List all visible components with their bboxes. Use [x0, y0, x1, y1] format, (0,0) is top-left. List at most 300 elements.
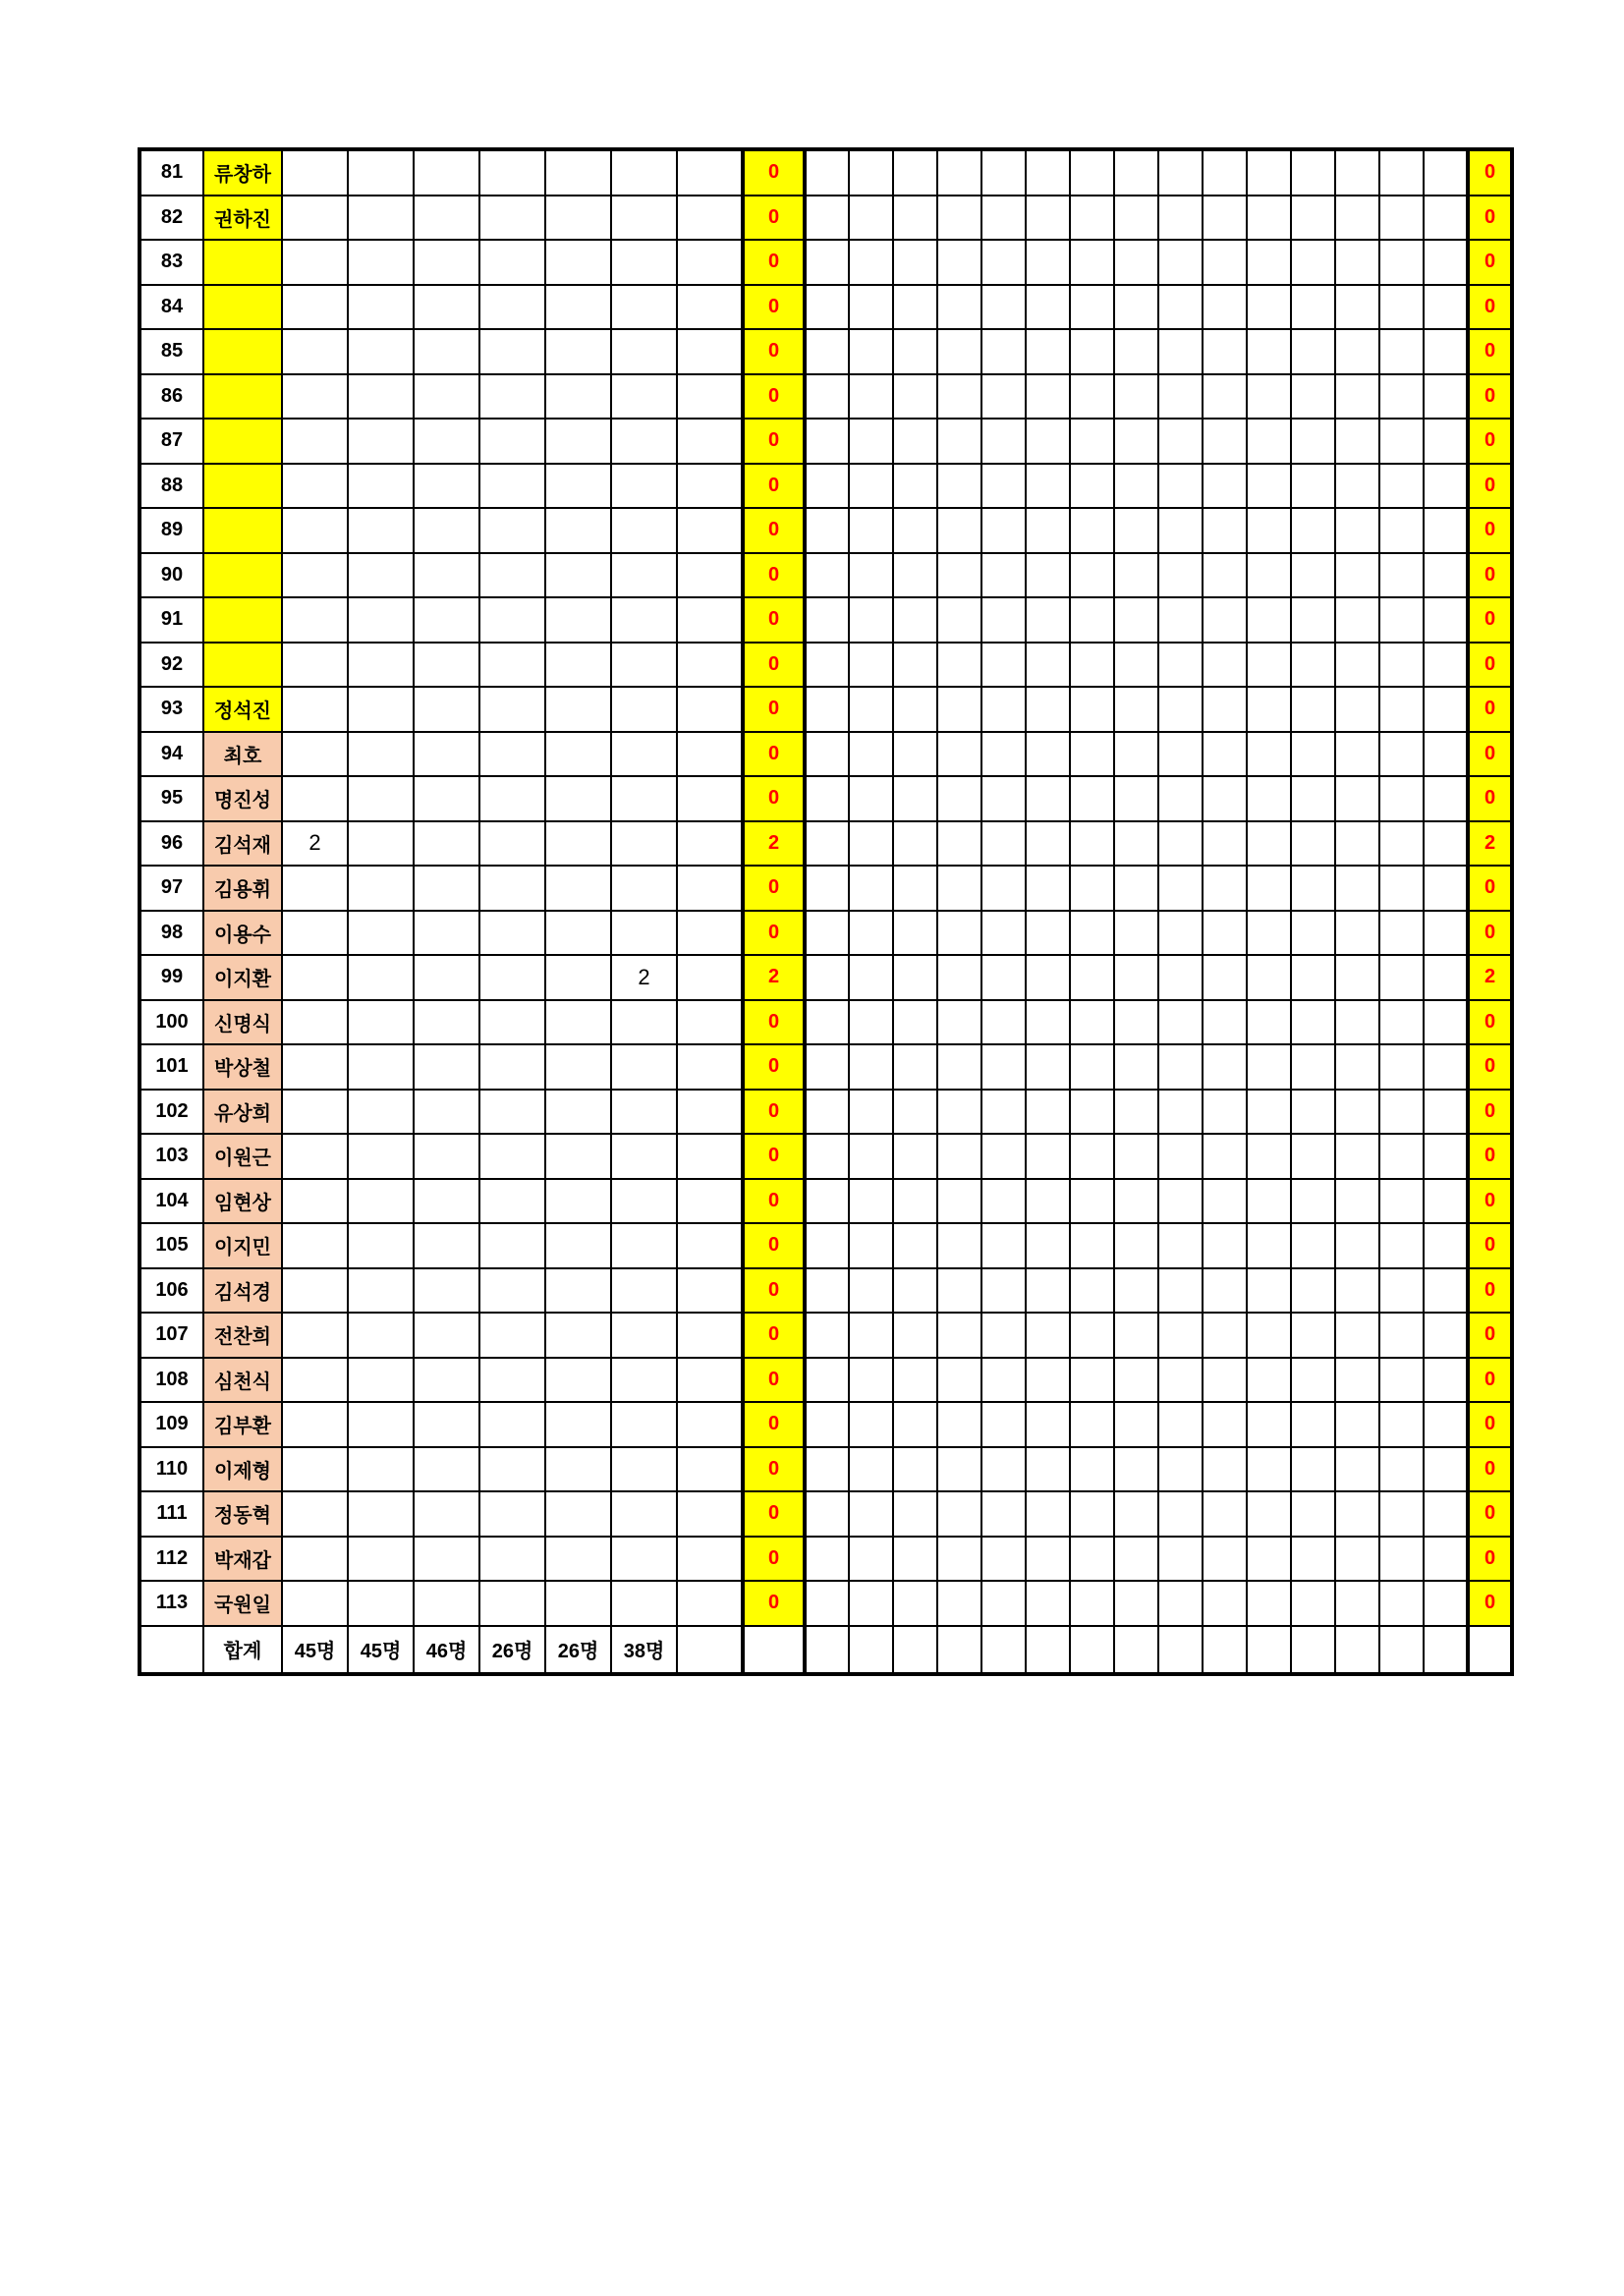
empty-cell — [1247, 240, 1291, 285]
empty-cell — [1291, 1447, 1335, 1492]
data-cell — [479, 643, 545, 688]
data-cell — [348, 955, 414, 1000]
data-cell — [479, 1134, 545, 1179]
empty-cell — [1203, 732, 1247, 777]
empty-cell — [1203, 1537, 1247, 1582]
empty-cell — [1379, 508, 1424, 553]
empty-cell — [849, 911, 893, 956]
empty-cell — [1424, 955, 1468, 1000]
data-cell — [479, 1491, 545, 1537]
empty-cell — [981, 329, 1026, 374]
data-cell — [611, 1537, 677, 1582]
empty-cell — [1291, 643, 1335, 688]
sum-cell-primary: 0 — [743, 1223, 805, 1268]
data-cell — [348, 149, 414, 196]
empty-cell — [1247, 1358, 1291, 1403]
data-cell — [545, 732, 611, 777]
data-cell — [677, 1581, 743, 1626]
row-number: 113 — [140, 1581, 203, 1626]
row-number: 100 — [140, 1000, 203, 1045]
empty-cell — [1070, 329, 1114, 374]
table-row — [140, 1581, 1512, 1626]
data-cell — [414, 732, 479, 777]
empty-cell — [981, 1402, 1026, 1447]
row-number: 112 — [140, 1537, 203, 1582]
data-cell — [611, 240, 677, 285]
empty-cell — [1158, 1402, 1203, 1447]
member-name: 이제형 — [203, 1447, 282, 1492]
empty-cell — [849, 149, 893, 196]
empty-cell — [1203, 1223, 1247, 1268]
empty-cell — [981, 374, 1026, 420]
empty-cell — [1424, 732, 1468, 777]
empty-cell — [1158, 597, 1203, 643]
sum-cell-primary: 2 — [743, 955, 805, 1000]
data-cell — [282, 643, 348, 688]
data-cell — [348, 329, 414, 374]
empty-cell — [1114, 1268, 1158, 1314]
empty-cell — [981, 821, 1026, 867]
data-cell — [348, 374, 414, 420]
empty-cell — [1424, 374, 1468, 420]
table-row — [140, 1491, 1512, 1537]
empty-cell — [1203, 329, 1247, 374]
empty-cell — [1247, 1044, 1291, 1090]
empty-cell — [893, 1491, 937, 1537]
member-name: 임현상 — [203, 1179, 282, 1224]
empty-cell — [1247, 1134, 1291, 1179]
empty-cell — [893, 1358, 937, 1403]
data-cell — [348, 196, 414, 241]
empty-cell — [1158, 1090, 1203, 1135]
empty-cell — [1379, 553, 1424, 598]
empty-cell — [1424, 285, 1468, 330]
empty-cell — [1424, 1134, 1468, 1179]
data-cell — [282, 196, 348, 241]
empty-cell — [1379, 149, 1424, 196]
empty-cell — [893, 955, 937, 1000]
data-cell — [348, 1134, 414, 1179]
empty-cell — [1335, 776, 1379, 821]
data-cell — [282, 732, 348, 777]
data-cell — [348, 1000, 414, 1045]
empty-cell — [849, 240, 893, 285]
data-cell — [545, 643, 611, 688]
empty-cell — [1158, 1581, 1203, 1626]
empty-cell — [849, 1447, 893, 1492]
empty-cell — [893, 329, 937, 374]
data-cell — [479, 1000, 545, 1045]
empty-cell — [1114, 687, 1158, 732]
empty-cell — [1335, 1223, 1379, 1268]
member-name: 신명식 — [203, 1000, 282, 1045]
empty-cell — [849, 1000, 893, 1045]
data-cell — [479, 553, 545, 598]
data-cell — [479, 149, 545, 196]
empty-cell — [1335, 643, 1379, 688]
data-cell — [479, 732, 545, 777]
data-cell — [282, 508, 348, 553]
empty-cell — [805, 1223, 849, 1268]
data-cell — [348, 1537, 414, 1582]
sum-cell-primary: 0 — [743, 597, 805, 643]
data-cell — [611, 776, 677, 821]
empty-cell — [849, 776, 893, 821]
empty-cell — [1424, 1447, 1468, 1492]
data-cell — [282, 329, 348, 374]
row-number: 91 — [140, 597, 203, 643]
empty-cell — [1026, 1223, 1070, 1268]
empty-cell — [981, 1223, 1026, 1268]
data-cell — [348, 597, 414, 643]
table-row — [140, 1090, 1512, 1135]
empty-cell — [1379, 732, 1424, 777]
empty-cell — [981, 1537, 1026, 1582]
data-cell — [479, 1358, 545, 1403]
data-cell — [611, 196, 677, 241]
sum-cell-secondary: 0 — [1468, 643, 1512, 688]
empty-cell — [1291, 1044, 1335, 1090]
data-cell — [479, 1044, 545, 1090]
member-name — [203, 508, 282, 553]
member-name: 박상철 — [203, 1044, 282, 1090]
empty-cell — [849, 955, 893, 1000]
sum-cell-primary: 2 — [743, 821, 805, 867]
sum-cell-secondary: 0 — [1468, 1313, 1512, 1358]
empty-cell — [937, 732, 981, 777]
empty-cell — [1114, 1223, 1158, 1268]
empty-cell — [1114, 1090, 1158, 1135]
table-row — [140, 687, 1512, 732]
empty-cell — [1424, 1179, 1468, 1224]
empty-cell — [1379, 1402, 1424, 1447]
empty-cell — [1203, 1044, 1247, 1090]
table-row — [140, 955, 1512, 1000]
empty-cell — [1335, 464, 1379, 509]
row-number: 86 — [140, 374, 203, 420]
empty-cell — [937, 1090, 981, 1135]
sum-cell-secondary: 0 — [1468, 329, 1512, 374]
data-cell — [677, 1000, 743, 1045]
empty-cell — [937, 911, 981, 956]
empty-cell — [1026, 1402, 1070, 1447]
empty-cell — [1070, 776, 1114, 821]
data-cell — [677, 732, 743, 777]
row-number: 102 — [140, 1090, 203, 1135]
empty-cell — [849, 1581, 893, 1626]
empty-cell — [1379, 1090, 1424, 1135]
data-cell — [282, 1491, 348, 1537]
data-cell — [414, 553, 479, 598]
empty-cell — [937, 374, 981, 420]
empty-cell — [1291, 1491, 1335, 1537]
empty-cell — [1203, 1626, 1247, 1674]
data-cell: 2 — [282, 821, 348, 867]
empty-cell — [1379, 643, 1424, 688]
empty-cell — [937, 1447, 981, 1492]
empty-cell — [849, 419, 893, 464]
empty-cell — [1203, 1491, 1247, 1537]
row-number: 108 — [140, 1358, 203, 1403]
data-cell — [545, 1581, 611, 1626]
data-cell — [414, 240, 479, 285]
empty-cell — [1379, 1268, 1424, 1314]
data-cell — [282, 1223, 348, 1268]
data-cell — [611, 419, 677, 464]
empty-cell — [1070, 597, 1114, 643]
empty-cell — [1114, 464, 1158, 509]
sum-cell-primary: 0 — [743, 1090, 805, 1135]
empty-cell — [1203, 464, 1247, 509]
empty-cell — [805, 329, 849, 374]
data-cell — [282, 911, 348, 956]
empty-cell — [1070, 1090, 1114, 1135]
empty-cell — [1026, 1134, 1070, 1179]
data-cell — [677, 866, 743, 911]
empty-cell — [1247, 1179, 1291, 1224]
empty-cell — [805, 776, 849, 821]
empty-cell — [805, 196, 849, 241]
row-number: 90 — [140, 553, 203, 598]
sum-cell-secondary: 0 — [1468, 374, 1512, 420]
empty-cell — [1335, 866, 1379, 911]
empty-cell — [981, 866, 1026, 911]
empty-cell — [1379, 1447, 1424, 1492]
data-cell — [479, 1402, 545, 1447]
sum-cell-primary: 0 — [743, 911, 805, 956]
member-name — [203, 329, 282, 374]
empty-cell — [1070, 1044, 1114, 1090]
empty-cell — [981, 911, 1026, 956]
empty-cell — [1203, 1179, 1247, 1224]
data-cell — [479, 955, 545, 1000]
sum-cell-primary: 0 — [743, 553, 805, 598]
empty-cell — [1158, 1268, 1203, 1314]
sum-cell-secondary: 0 — [1468, 776, 1512, 821]
empty-cell — [893, 1626, 937, 1674]
sum-cell-primary: 0 — [743, 464, 805, 509]
data-cell — [414, 687, 479, 732]
empty-cell — [1291, 419, 1335, 464]
empty-cell — [1114, 374, 1158, 420]
empty-cell — [1114, 1447, 1158, 1492]
sum-cell-primary: 0 — [743, 1402, 805, 1447]
empty-cell — [805, 643, 849, 688]
empty-cell — [893, 866, 937, 911]
member-name: 김부환 — [203, 1402, 282, 1447]
empty-cell — [1335, 821, 1379, 867]
empty-cell — [1335, 1268, 1379, 1314]
empty-cell — [1247, 1491, 1291, 1537]
empty-cell — [1026, 1313, 1070, 1358]
empty-cell — [1114, 1402, 1158, 1447]
table-row — [140, 240, 1512, 285]
empty-cell — [1424, 1000, 1468, 1045]
empty-cell — [1379, 1179, 1424, 1224]
empty-cell — [937, 196, 981, 241]
data-cell — [611, 1090, 677, 1135]
empty-cell — [1070, 1447, 1114, 1492]
data-cell — [282, 1000, 348, 1045]
empty-cell — [893, 1223, 937, 1268]
empty-cell — [1291, 1626, 1335, 1674]
data-cell — [414, 1491, 479, 1537]
data-cell — [414, 149, 479, 196]
data-cell — [677, 1402, 743, 1447]
empty-cell — [937, 464, 981, 509]
empty-cell — [1158, 553, 1203, 598]
row-number: 110 — [140, 1447, 203, 1492]
data-cell — [414, 329, 479, 374]
data-cell — [545, 196, 611, 241]
empty-cell — [1203, 374, 1247, 420]
data-cell — [479, 508, 545, 553]
sum-cell-primary: 0 — [743, 1447, 805, 1492]
table-row — [140, 1268, 1512, 1314]
empty-cell — [937, 1358, 981, 1403]
data-cell — [282, 374, 348, 420]
empty-cell — [893, 597, 937, 643]
empty-cell — [849, 732, 893, 777]
member-name: 박재갑 — [203, 1537, 282, 1582]
data-cell — [282, 776, 348, 821]
empty-cell — [981, 687, 1026, 732]
empty-cell — [1026, 1358, 1070, 1403]
empty-cell — [1379, 1134, 1424, 1179]
empty-cell — [849, 687, 893, 732]
empty-cell — [893, 240, 937, 285]
sum-cell-primary: 0 — [743, 687, 805, 732]
empty-cell — [1379, 1581, 1424, 1626]
empty-cell — [1114, 1626, 1158, 1674]
empty-cell — [937, 1402, 981, 1447]
data-cell — [414, 196, 479, 241]
empty-cell — [849, 1313, 893, 1358]
empty-cell — [805, 508, 849, 553]
empty-cell — [1203, 1447, 1247, 1492]
empty-cell — [1247, 732, 1291, 777]
empty-cell — [1247, 1268, 1291, 1314]
member-name — [203, 285, 282, 330]
row-number: 93 — [140, 687, 203, 732]
empty-cell — [1335, 1491, 1379, 1537]
empty-cell — [1247, 1000, 1291, 1045]
data-cell — [611, 643, 677, 688]
empty-cell — [1424, 911, 1468, 956]
empty-cell — [1203, 776, 1247, 821]
empty-cell — [1247, 419, 1291, 464]
empty-cell — [1291, 329, 1335, 374]
empty-cell — [1114, 1000, 1158, 1045]
data-cell — [611, 597, 677, 643]
data-cell — [348, 419, 414, 464]
data-cell — [414, 597, 479, 643]
data-cell — [479, 821, 545, 867]
data-cell — [479, 464, 545, 509]
table-row — [140, 821, 1512, 867]
table-row — [140, 508, 1512, 553]
member-name: 김용휘 — [203, 866, 282, 911]
empty-cell — [1070, 1223, 1114, 1268]
empty-cell — [805, 687, 849, 732]
member-name — [203, 553, 282, 598]
empty-cell — [1114, 196, 1158, 241]
empty-cell — [1070, 1402, 1114, 1447]
table-row — [140, 285, 1512, 330]
data-cell — [282, 687, 348, 732]
data-cell — [677, 419, 743, 464]
empty-cell — [849, 553, 893, 598]
empty-cell — [893, 776, 937, 821]
empty-cell — [1291, 866, 1335, 911]
data-cell — [414, 866, 479, 911]
empty-cell — [893, 374, 937, 420]
empty-cell — [1070, 1537, 1114, 1582]
table-row — [140, 464, 1512, 509]
data-cell — [545, 1090, 611, 1135]
empty-cell — [805, 1581, 849, 1626]
empty-cell — [1158, 687, 1203, 732]
empty-cell — [893, 285, 937, 330]
empty-cell — [981, 508, 1026, 553]
empty-cell — [937, 508, 981, 553]
empty-cell — [937, 821, 981, 867]
data-cell — [677, 1313, 743, 1358]
sum-cell-primary: 0 — [743, 1179, 805, 1224]
empty-cell — [1335, 1000, 1379, 1045]
table-row — [140, 866, 1512, 911]
empty-cell — [1158, 1044, 1203, 1090]
empty-cell — [1247, 149, 1291, 196]
data-cell — [677, 374, 743, 420]
data-cell — [545, 776, 611, 821]
empty-cell — [1247, 911, 1291, 956]
empty-cell — [937, 419, 981, 464]
row-number: 85 — [140, 329, 203, 374]
data-cell — [348, 866, 414, 911]
empty-cell — [1203, 1090, 1247, 1135]
empty-cell — [1247, 1537, 1291, 1582]
empty-cell — [849, 508, 893, 553]
empty-cell — [893, 1447, 937, 1492]
empty-cell — [1158, 240, 1203, 285]
table-row — [140, 1358, 1512, 1403]
empty-cell — [1424, 240, 1468, 285]
empty-cell — [849, 374, 893, 420]
empty-cell — [1379, 955, 1424, 1000]
empty-cell — [1247, 374, 1291, 420]
data-cell — [677, 911, 743, 956]
empty-cell — [1291, 1358, 1335, 1403]
empty-cell — [1070, 374, 1114, 420]
data-cell — [611, 866, 677, 911]
data-cell — [479, 1179, 545, 1224]
table-row — [140, 643, 1512, 688]
empty-cell — [1158, 285, 1203, 330]
row-number: 94 — [140, 732, 203, 777]
empty-cell — [849, 1402, 893, 1447]
empty-cell — [1114, 1491, 1158, 1537]
data-cell — [348, 911, 414, 956]
empty-cell — [805, 374, 849, 420]
empty-cell — [805, 1000, 849, 1045]
total-label: 합계 — [203, 1626, 282, 1674]
empty-cell — [981, 1313, 1026, 1358]
data-cell — [611, 553, 677, 598]
empty-cell — [937, 1134, 981, 1179]
empty-cell — [1379, 911, 1424, 956]
data-cell: 2 — [611, 955, 677, 1000]
